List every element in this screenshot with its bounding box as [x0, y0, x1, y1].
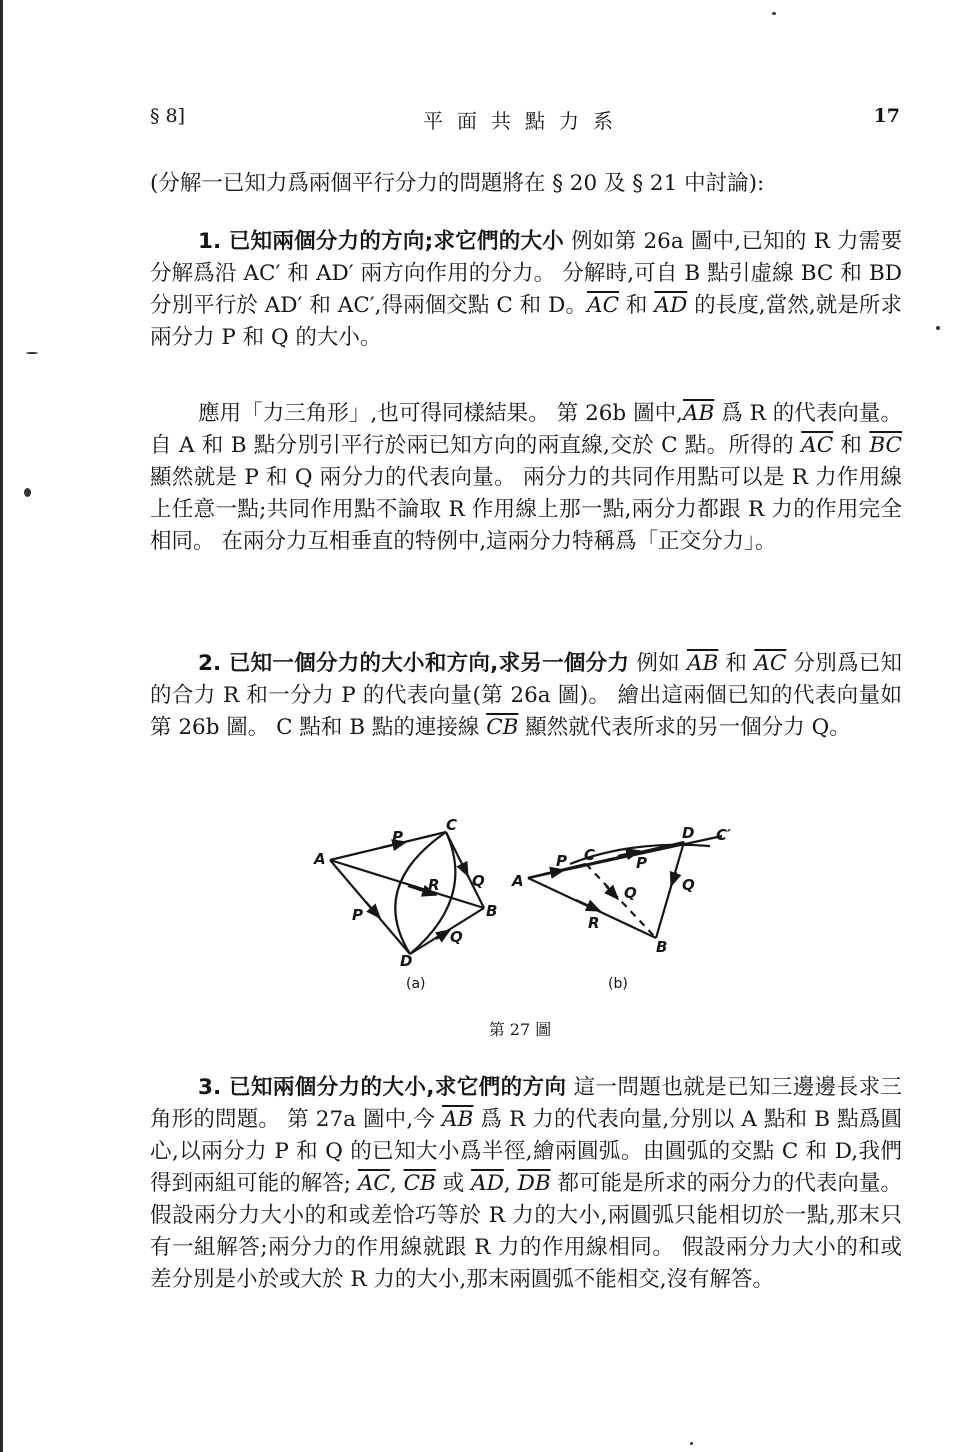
figure-caption: 第 27 圖 [488, 1020, 552, 1039]
scan-speck [936, 326, 940, 330]
figure-27-drawing [300, 812, 740, 1012]
force-label: R [588, 914, 600, 932]
vector: $\overline{DB}$ [517, 1171, 551, 1196]
arrow-q [436, 930, 450, 939]
point-label: B [656, 938, 668, 956]
vector-db-line [656, 842, 684, 938]
running-title: 平面共點力系 [423, 109, 627, 133]
intro-line: (分解一已知力爲兩個平行分力的問題將在 § 20 及 § 21 中討論): [150, 171, 765, 196]
page-header [150, 105, 900, 135]
vector-ab-line [330, 860, 484, 908]
scan-speck [24, 488, 31, 497]
vector: $\overline{AC}$ [357, 1171, 390, 1196]
force-label: Q [624, 884, 637, 902]
force-label: Q [450, 928, 463, 946]
vector: $\overline{AD}$ [654, 293, 688, 318]
vector: $\overline{AC}$ [801, 433, 834, 458]
scan-speck [26, 352, 38, 354]
point-label: D [400, 952, 413, 970]
point-label: D [682, 824, 695, 842]
vector: $\overline{CB}$ [403, 1171, 436, 1196]
vector: $\overline{AB}$ [687, 651, 719, 676]
point-label: A [314, 850, 326, 868]
point-label: A [512, 872, 524, 890]
vector: $\overline{AB}$ [442, 1107, 474, 1132]
heading-1: 1. 已知兩個分力的方向;求它們的大小 [198, 229, 565, 254]
figure-27 [300, 812, 740, 1039]
point-label: B [486, 902, 498, 920]
vector: $\overline{AD}$ [471, 1171, 504, 1196]
point-label: C [584, 846, 596, 864]
subfigure-label-a: (a) [406, 976, 426, 992]
heading-2: 2. 已知一個分力的大小和方向,求另一個分力 [198, 651, 630, 676]
force-label: Q [472, 872, 485, 890]
paragraph-2: 應用「力三角形」,也可得同樣結果。 第 26b 圖中$,\overline{AB}$ 爲 R 的代表向量。 自 A 和 B 點分別引平行於兩已知方向的兩直線,交於 C 點。所得的 $\overline{AC}$ 和 $\overline{BC}$ 顯然就是 P 和 Q 兩分力的代表向量。 兩分力的共同作用點可以是 R 力作用線上任意一點;共同作用點不論取 R 作用線上那一點,兩分力都跟 R 力的作用完全相同。 在兩分力互相垂直的特例中,這兩分力特稱爲「正交分力」。 [150, 401, 903, 554]
arrow-q [462, 864, 468, 876]
force-label: P [636, 854, 647, 872]
force-label: Q [682, 876, 695, 894]
page-left-edge [0, 0, 3, 1452]
vector: $\overline{AB}$ [683, 401, 715, 426]
paragraph-1: 1. 已知兩個分力的方向;求它們的大小 例如第 26a 圖中,已知的 R 力需要分解爲沿 AC′ 和 AD′ 兩方向作用的分力。 分解時,可自 B 點引虛線 BC 和 BD 分別平行於 AD′ 和 AC′,得兩個交點 C 和 D。$\overline{AC}$ 和 $\overline{AD}$ 的長度,當然,就是所求兩分力 P 和 Q 的大小。 [150, 229, 902, 350]
paragraph-4: 3. 已知兩個分力的大小,求它們的方向 這一問題也就是已知三邊邊長求三角形的問題。 第 27a 圖中,今 $\overline{AB}$ 爲 R 力的代表向量,分別以 A 點和 B 點爲圓心,以兩分力 P 和 Q 的已知大小爲半徑,繪兩圓弧。由圓弧的交點 C 和 D,我們得到兩組可能的解答; $\overline{AC}$, $\overline{CB}$ 或 $\overline{AD}$, $\overline{DB}$ 都可能是所求的兩分力的代表向量。 假設兩分力大小的和或差恰巧等於 R 力的大小,兩圓弧只能相切於一點,那末只有一組解答;兩分力的作用線就跟 R 力的作用線相同。 假設兩分力大小的和或差分別是小於或大於 R 力的大小,那末兩圓弧不能相交,沒有解答。 [150, 1075, 902, 1292]
paragraph-3: 2. 已知一個分力的大小和方向,求另一個分力 例如 $\overline{AB}$ 和 $\overline{AC}$ 分別爲已知的合力 R 和一分力 P 的代表向量(第 26a 圖)。 繪出這兩個已知的代表向量如第 26b 圖。 C 點和 B 點的連接線 $\overline{CB}$ 顯然就代表所求的另一個分力 Q。 [150, 651, 903, 740]
section-number: § 8] [150, 105, 186, 127]
subfigure-label-b: (b) [608, 976, 628, 992]
arrow-r [576, 900, 600, 911]
arrow-p [366, 902, 380, 918]
vector: $\overline{AC}$ [587, 293, 620, 318]
point-label: C [446, 816, 458, 834]
force-label: P [352, 906, 363, 924]
page-number: 17 [873, 105, 900, 127]
force-label: P [392, 828, 403, 846]
scan-speck [772, 12, 776, 15]
heading-3: 3. 已知兩個分力的大小,求它們的方向 [198, 1075, 567, 1100]
force-label: P [556, 852, 567, 870]
vector: $\overline{AC}$ [754, 651, 787, 676]
scan-speck [690, 1442, 693, 1445]
vector: $\overline{BC}$ [869, 433, 903, 458]
arrow-q [606, 886, 618, 899]
force-label: R [428, 876, 440, 894]
point-label: C′ [716, 826, 731, 844]
vector: $\overline{CB}$ [486, 715, 519, 740]
